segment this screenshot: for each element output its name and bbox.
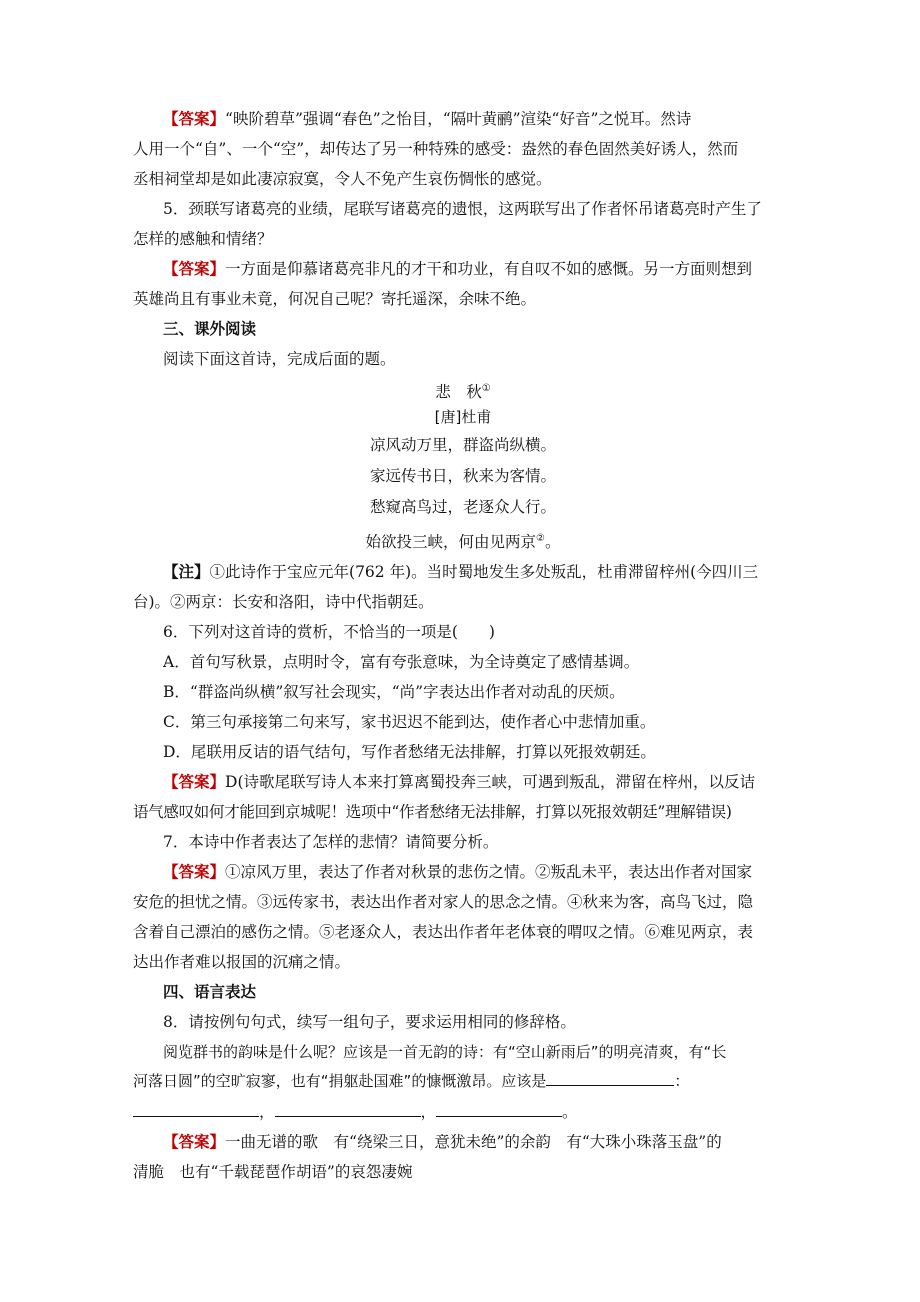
question-7: 7．本诗中作者表达了怎样的悲情？请简要分析。: [163, 833, 499, 851]
fill-blank[interactable]: [436, 1102, 562, 1117]
text: 一方面是仰慕诸葛亮非凡的才干和功业，有自叹不如的感慨。另一方面则想到: [225, 260, 753, 278]
text: ①凉风万里，表达了作者对秋景的悲伤之情。②叛乱未平，表达出作者对国家: [225, 863, 753, 881]
section-heading: 四、语言表达: [163, 982, 257, 1001]
option-c: C．第三句承接第二句来写，家书迟迟不能到达，使作者心中悲情加重。: [163, 713, 656, 731]
text: D(诗歌尾联写诗人本来打算离蜀投奔三峡，可遇到叛乱，滞留在梓州，以反诘: [225, 773, 755, 791]
answer-tag: 【答案】: [163, 109, 226, 128]
text-line: 安危的担忧之情。③远传家书，表达出作者对家人的思念之情。④秋来为客，高鸟飞过，隐: [133, 893, 754, 911]
option-a: A．首句写秋景，点明时令，富有夸张意味，为全诗奠定了感情基调。: [163, 653, 640, 671]
text-line: 怎样的感触和情绪？: [133, 230, 273, 248]
punctuation: ，: [420, 1103, 437, 1121]
text-line: 丞相祠堂却是如此凄凉寂寞，令人不免产生哀伤惆怅的感觉。: [133, 170, 552, 188]
poem-line-text: 始欲投三峡，何由见两京: [365, 533, 537, 552]
fill-blank[interactable]: [275, 1102, 421, 1117]
question-6: 6．下列对这首诗的赏析，不恰当的一项是( ): [163, 623, 495, 641]
fill-blank[interactable]: [133, 1102, 259, 1117]
text-line: 台)。②两京：长安和洛阳，诗中代指朝廷。: [133, 593, 434, 611]
answer-tag: 【答案】: [163, 862, 226, 881]
poem-line: 凉风动万里，群盗尚纵横。: [369, 436, 556, 454]
footnote-mark: ②: [536, 533, 545, 544]
section-heading: 三、课外阅读: [163, 319, 257, 338]
text: 一曲无谱的歌 有“绕梁三日，意犹未绝”的余韵 有“大珠小珠落玉盘”的: [225, 1133, 722, 1151]
blanks-line: [133, 1101, 793, 1123]
text: “映阶碧草”强调“春色”之怡目，“隔叶黄鹂”渲染“好音”之悦耳。然诗: [225, 110, 692, 128]
answer-line: [163, 1131, 793, 1153]
option-b: B．“群盗尚纵横”叙写社会现实，“尚”字表达出作者对动乱的厌烦。: [163, 683, 625, 701]
text-line: 含着自己漂泊的感伤之情。⑤老逐众人，表达出作者年老体衰的喟叹之情。⑥难见两京，表: [133, 923, 754, 941]
poem-line: [133, 528, 793, 553]
punctuation: 。: [544, 533, 561, 552]
footnote-mark: ①: [481, 383, 491, 394]
text-line: 语气感叹如何才能回到京城呢！选项中“作者愁绪无法排解，打算以死报效朝廷”理解错误): [133, 803, 732, 821]
punctuation: ：: [674, 1072, 690, 1090]
answer-tag: 【答案】: [163, 1132, 226, 1151]
text-line: 人用一个“自”、一个“空”，却传达了另一种特殊的感受：盎然的春色固然美好诱人，然而: [133, 140, 739, 158]
answer-line: [163, 108, 793, 130]
instruction: 阅读下面这首诗，完成后面的题。: [163, 350, 396, 368]
poem-author: [唐]杜甫: [434, 408, 492, 426]
text-line: 达出作者难以报国的沉痛之情。: [133, 953, 351, 971]
text: 河落日圆”的空旷寂寥，也有“捐躯赴国难”的慷慨激昂。应该是: [133, 1072, 547, 1090]
answer-line: [163, 861, 793, 883]
fill-blank[interactable]: [546, 1071, 674, 1086]
example-text: 阅览群书的韵味是什么呢？应该是一首无韵的诗：有“空山新雨后”的明亮清爽，有“长: [163, 1043, 727, 1061]
text-line: 英雄尚且有事业未竟，何况自己呢？寄托遥深，余味不绝。: [133, 290, 537, 308]
poem-title: [133, 378, 793, 403]
question-5: 5．颈联写诸葛亮的业绩，尾联写诸葛亮的遗恨，这两联写出了作者怀吊诸葛亮时产生了: [163, 200, 762, 218]
poem-line: 家远传书日，秋来为客情。: [369, 467, 556, 485]
poem-line: 愁窥高鸟过，老逐众人行。: [369, 498, 556, 516]
answer-line: [163, 771, 793, 793]
example-text: [133, 1070, 793, 1092]
note-line: [163, 561, 793, 583]
option-d: D．尾联用反诘的语气结句，写作者愁绪无法排解，打算以死报效朝廷。: [163, 743, 656, 761]
note-tag: 【注】: [163, 562, 210, 581]
punctuation: 。: [562, 1103, 578, 1121]
answer-line: [163, 258, 793, 280]
answer-tag: 【答案】: [163, 772, 226, 791]
answer-tag: 【答案】: [163, 259, 226, 278]
poem-title-text: 悲 秋: [435, 383, 482, 402]
text-line: 清脆 也有“千载琵琶作胡语”的哀怨凄婉: [133, 1163, 413, 1181]
punctuation: ，: [259, 1103, 275, 1121]
text: ①此诗作于宝应元年(762 年)。当时蜀地发生多处叛乱，杜甫滞留梓州(今四川三: [209, 563, 759, 581]
question-8: 8．请按例句句式，续写一组句子，要求运用相同的修辞格。: [163, 1013, 576, 1031]
